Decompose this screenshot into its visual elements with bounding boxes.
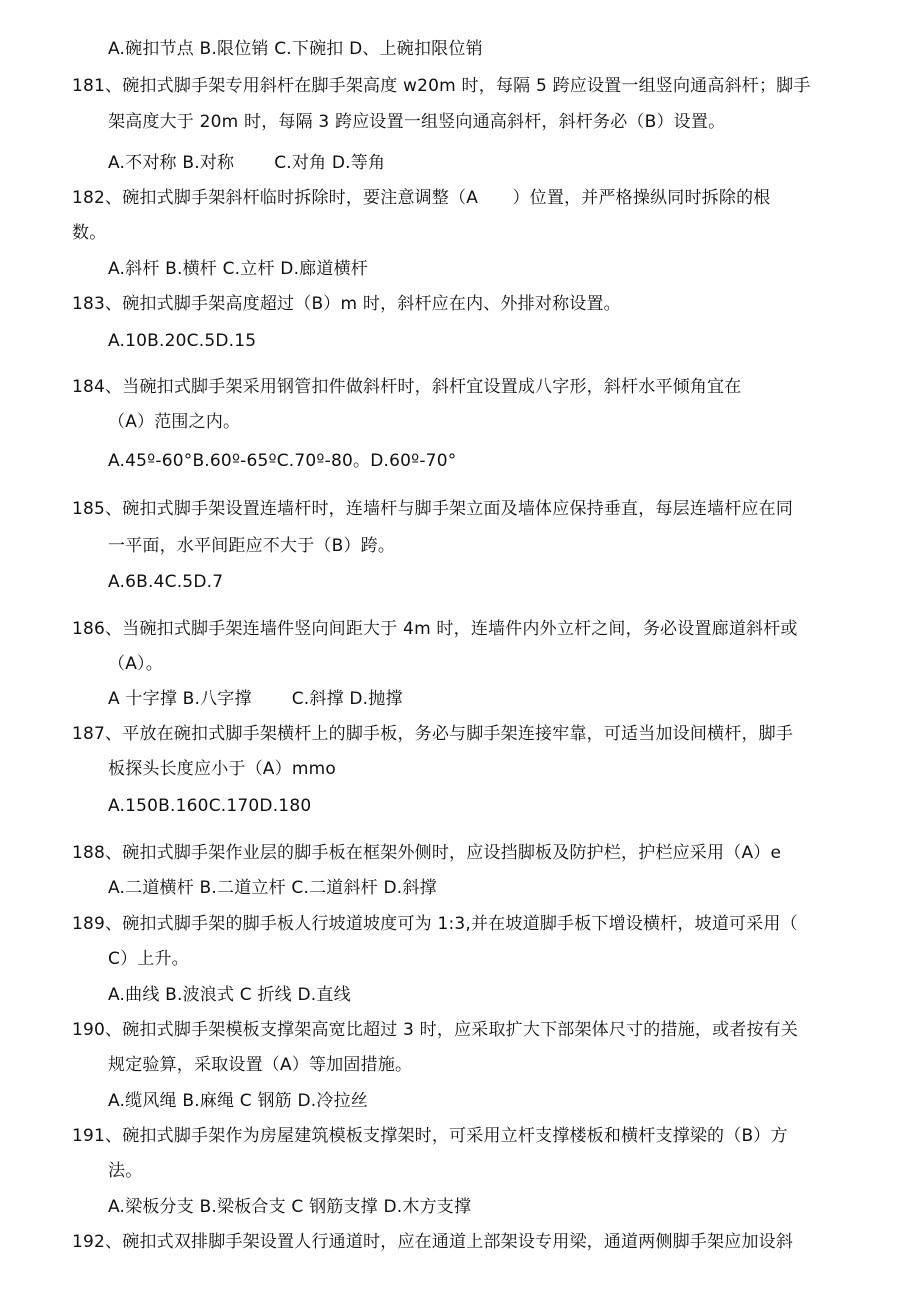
question-184-cont: （A）范围之内。 [108, 412, 241, 432]
option-line-182: A.斜杆 B.横杆 C.立杆 D.廊道横杆 [108, 259, 368, 279]
question-186-cont: （A）。 [108, 654, 163, 674]
question-186: 186、当碗扣式脚手架连墙件竖向间距大于 4m 时，连墙件内外立杆之间，务必设置廊道斜杆或 [72, 619, 798, 639]
question-184: 184、当碗扣式脚手架采用钢管扣件做斜杆时，斜杆宜设置成八字形，斜杆水平倾角宜在 [72, 377, 742, 397]
question-192: 192、碗扣式双排脚手架设置人行通道时，应在通道上部架设专用梁，通道两侧脚手架应加设斜 [72, 1232, 794, 1252]
option-line-191: A.梁板分支 B.梁板合支 C 钢筋支撑 D.木方支撑 [108, 1197, 472, 1217]
question-191-cont: 法。 [108, 1161, 143, 1181]
question-187: 187、平放在碗扣式脚手架横杆上的脚手板，务必与脚手架连接牢靠，可适当加设间横杆，脚手 [72, 724, 794, 744]
question-189-cont: C）上升。 [108, 949, 189, 969]
question-181-cont: 架高度大于 20m 时，每隔 3 跨应设置一组竖向通高斜杆，斜杆务必（B）设置。 [108, 112, 726, 132]
option-line-184: A.45º-60°B.60º-65ºC.70º-80。D.60º-70° [108, 451, 457, 471]
option-line-183: A.10B.20C.5D.15 [108, 331, 257, 351]
question-182: 182、碗扣式脚手架斜杆临时拆除时，要注意调整（A ）位置，并严格操纵同时拆除的根 [72, 188, 771, 208]
option-line-186: A 十字撑 B.八字撑 C.斜撑 D.抛撑 [108, 689, 403, 709]
option-line-180: A.碗扣节点 B.限位销 C.下碗扣 D、上碗扣限位销 [108, 39, 483, 59]
option-line-181: A.不对称 B.对称 C.对角 D.等角 [108, 153, 386, 173]
question-185: 185、碗扣式脚手架设置连墙杆时，连墙杆与脚手架立面及墙体应保持垂直，每层连墙杆应在同 [72, 499, 794, 519]
option-line-188: A.二道横杆 B.二道立杆 C.二道斜杆 D.斜撑 [108, 878, 437, 898]
question-187-cont: 板探头长度应小于（A）mmo [108, 759, 336, 779]
question-185-cont: 一平面，水平间距应不大于（B）跨。 [108, 536, 396, 556]
question-181: 181、碗扣式脚手架专用斜杆在脚手架高度 w20m 时，每隔 5 跨应设置一组竖向通高斜杆；脚手 [72, 76, 811, 96]
option-line-190: A.缆风绳 B.麻绳 C 钢筋 D.冷拉丝 [108, 1091, 368, 1111]
question-190: 190、碗扣式脚手架模板支撑架高宽比超过 3 时，应采取扩大下部架体尺寸的措施，或者按有关 [72, 1020, 799, 1040]
question-183: 183、碗扣式脚手架高度超过（B）m 时，斜杆应在内、外排对称设置。 [72, 294, 621, 314]
question-191: 191、碗扣式脚手架作为房屋建筑模板支撑架时，可采用立杆支撑楼板和横杆支撑梁的（B）方 [72, 1126, 788, 1146]
option-line-189: A.曲线 B.波浪式 C 折线 D.直线 [108, 985, 351, 1005]
option-line-187: A.150B.160C.170D.180 [108, 796, 312, 816]
question-188: 188、碗扣式脚手架作业层的脚手板在框架外侧时，应设挡脚板及防护栏，护栏应采用（A）e [72, 843, 782, 863]
question-189: 189、碗扣式脚手架的脚手板人行坡道坡度可为 1:3,并在坡道脚手板下增设横杆，坡道可采用（ [72, 914, 798, 934]
question-182-cont: 数。 [72, 223, 107, 243]
option-line-185: A.6B.4C.5D.7 [108, 572, 224, 592]
question-190-cont: 规定验算，采取设置（A）等加固措施。 [108, 1055, 413, 1075]
